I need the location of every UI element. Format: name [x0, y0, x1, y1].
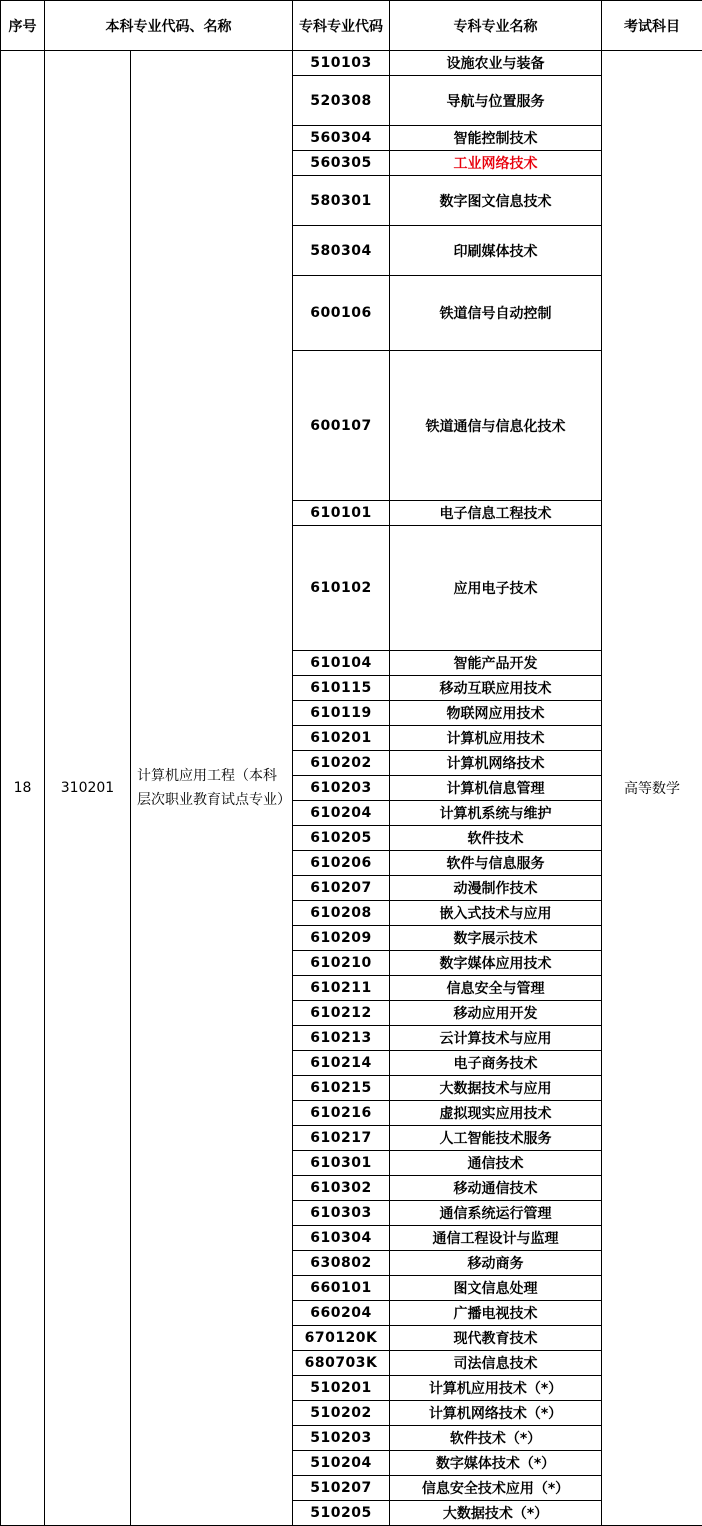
- associate-code-cell: 510202: [293, 1401, 390, 1426]
- associate-name-cell: 虚拟现实应用技术: [390, 1101, 602, 1126]
- associate-name-cell: 大数据技术与应用: [390, 1076, 602, 1101]
- associate-name-cell: 人工智能技术服务: [390, 1126, 602, 1151]
- associate-code-cell: 560305: [293, 151, 390, 176]
- associate-name-cell: 移动通信技术: [390, 1176, 602, 1201]
- associate-code-cell: 560304: [293, 126, 390, 151]
- associate-name-cell: 导航与位置服务: [390, 76, 602, 126]
- associate-name-cell: 信息安全与管理: [390, 976, 602, 1001]
- associate-code-cell: 510201: [293, 1376, 390, 1401]
- associate-code-cell: 670120K: [293, 1326, 390, 1351]
- associate-code-cell: 610207: [293, 876, 390, 901]
- associate-name-cell: 司法信息技术: [390, 1351, 602, 1376]
- associate-name-cell: 移动互联应用技术: [390, 676, 602, 701]
- associate-name-cell: 物联网应用技术: [390, 701, 602, 726]
- associate-name-cell: 工业网络技术: [390, 151, 602, 176]
- associate-name-cell: 计算机应用技术: [390, 726, 602, 751]
- associate-name-cell: 计算机网络技术: [390, 751, 602, 776]
- bachelor-name-cell: 计算机应用工程（本科层次职业教育试点专业）: [131, 51, 293, 1526]
- associate-code-cell: 610215: [293, 1076, 390, 1101]
- associate-name-cell: 智能控制技术: [390, 126, 602, 151]
- associate-name-cell: 软件技术（*）: [390, 1426, 602, 1451]
- associate-code-cell: 610201: [293, 726, 390, 751]
- associate-name-cell: 云计算技术与应用: [390, 1026, 602, 1051]
- associate-name-cell: 大数据技术（*）: [390, 1501, 602, 1526]
- associate-code-cell: 660101: [293, 1276, 390, 1301]
- associate-name-cell: 铁道通信与信息化技术: [390, 351, 602, 501]
- header-seq: 序号: [1, 1, 45, 51]
- associate-name-cell: 动漫制作技术: [390, 876, 602, 901]
- associate-name-cell: 数字媒体应用技术: [390, 951, 602, 976]
- associate-name-cell: 电子商务技术: [390, 1051, 602, 1076]
- associate-code-cell: 600107: [293, 351, 390, 501]
- associate-code-cell: 660204: [293, 1301, 390, 1326]
- associate-code-cell: 510204: [293, 1451, 390, 1476]
- associate-code-cell: 610206: [293, 851, 390, 876]
- associate-code-cell: 600106: [293, 276, 390, 351]
- associate-name-cell: 计算机信息管理: [390, 776, 602, 801]
- associate-code-cell: 680703K: [293, 1351, 390, 1376]
- associate-name-cell: 通信系统运行管理: [390, 1201, 602, 1226]
- associate-code-cell: 610304: [293, 1226, 390, 1251]
- associate-name-cell: 应用电子技术: [390, 526, 602, 651]
- associate-code-cell: 610217: [293, 1126, 390, 1151]
- associate-name-cell: 铁道信号自动控制: [390, 276, 602, 351]
- associate-code-cell: 510207: [293, 1476, 390, 1501]
- associate-name-cell: 数字展示技术: [390, 926, 602, 951]
- associate-code-cell: 510205: [293, 1501, 390, 1526]
- associate-name-cell: 计算机应用技术（*）: [390, 1376, 602, 1401]
- associate-code-cell: 610204: [293, 801, 390, 826]
- header-row: [1, 1, 702, 51]
- associate-code-cell: 510203: [293, 1426, 390, 1451]
- associate-code-cell: 610115: [293, 676, 390, 701]
- associate-code-cell: 580304: [293, 226, 390, 276]
- associate-name-cell: 软件技术: [390, 826, 602, 851]
- associate-name-cell: 设施农业与装备: [390, 51, 602, 76]
- header-bachelor: 本科专业代码、名称: [45, 1, 293, 51]
- associate-code-cell: 610213: [293, 1026, 390, 1051]
- associate-code-cell: 610216: [293, 1101, 390, 1126]
- associate-name-cell: 通信工程设计与监理: [390, 1226, 602, 1251]
- associate-code-cell: 610214: [293, 1051, 390, 1076]
- associate-name-cell: 移动商务: [390, 1251, 602, 1276]
- associate-name-cell: 信息安全技术应用（*）: [390, 1476, 602, 1501]
- associate-code-cell: 610208: [293, 901, 390, 926]
- associate-code-cell: 610211: [293, 976, 390, 1001]
- associate-code-cell: 610302: [293, 1176, 390, 1201]
- associate-name-cell: 计算机网络技术（*）: [390, 1401, 602, 1426]
- associate-name-cell: 数字媒体技术（*）: [390, 1451, 602, 1476]
- associate-code-cell: 630802: [293, 1251, 390, 1276]
- associate-code-cell: 610209: [293, 926, 390, 951]
- seq-cell: 18: [1, 51, 45, 1526]
- exam-cell: 高等数学: [602, 51, 702, 1526]
- associate-code-cell: 610104: [293, 651, 390, 676]
- associate-name-cell: 印刷媒体技术: [390, 226, 602, 276]
- associate-code-cell: 510103: [293, 51, 390, 76]
- associate-name-cell: 电子信息工程技术: [390, 501, 602, 526]
- associate-name-cell: 移动应用开发: [390, 1001, 602, 1026]
- header-exam: 考试科目: [602, 1, 702, 51]
- associate-name-cell: 图文信息处理: [390, 1276, 602, 1301]
- associate-name-cell: 通信技术: [390, 1151, 602, 1176]
- associate-code-cell: 610205: [293, 826, 390, 851]
- associate-code-cell: 610212: [293, 1001, 390, 1026]
- associate-name-cell: 现代教育技术: [390, 1326, 602, 1351]
- associate-code-cell: 610303: [293, 1201, 390, 1226]
- associate-name-cell: 广播电视技术: [390, 1301, 602, 1326]
- associate-code-cell: 580301: [293, 176, 390, 226]
- associate-code-cell: 610210: [293, 951, 390, 976]
- associate-code-cell: 610301: [293, 1151, 390, 1176]
- associate-code-cell: 610101: [293, 501, 390, 526]
- header-associate-code: 专科专业代码: [293, 1, 390, 51]
- associate-name-cell: 嵌入式技术与应用: [390, 901, 602, 926]
- associate-name-cell: 软件与信息服务: [390, 851, 602, 876]
- associate-code-cell: 610202: [293, 751, 390, 776]
- associate-code-cell: 610203: [293, 776, 390, 801]
- associate-name-cell: 智能产品开发: [390, 651, 602, 676]
- associate-name-cell: 计算机系统与维护: [390, 801, 602, 826]
- bachelor-code-cell: 310201: [45, 51, 131, 1526]
- associate-code-cell: 610102: [293, 526, 390, 651]
- associate-name-cell: 数字图文信息技术: [390, 176, 602, 226]
- table-row: [1, 51, 702, 76]
- header-associate-name: 专科专业名称: [390, 1, 602, 51]
- associate-code-cell: 520308: [293, 76, 390, 126]
- associate-code-cell: 610119: [293, 701, 390, 726]
